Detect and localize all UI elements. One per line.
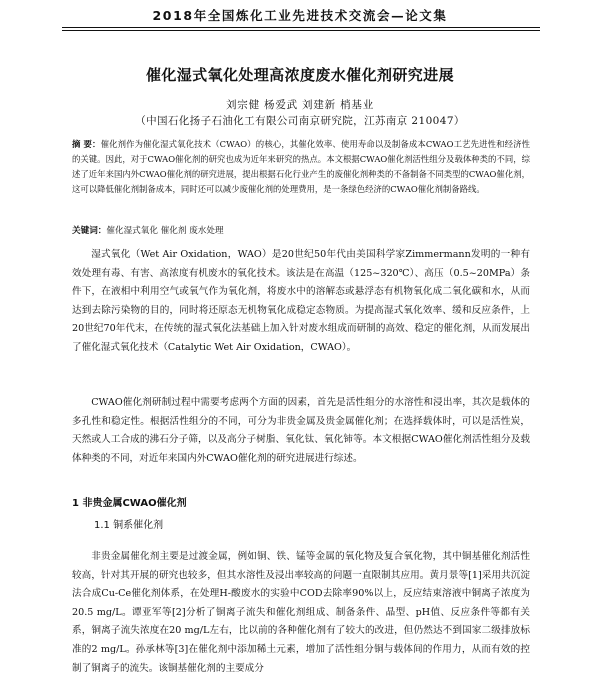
abstract (72, 137, 530, 197)
abstract-text: 催化剂作为催化湿式氧化技术（CWAO）的核心，其催化效率、使用寿命以及制备成本CWAO工艺先进性和经济性的关键。因此，对于CWAO催化剂的研究也成为近年来研究的热点。本文根据CWAO催化剂活性组分及载体种类的不同，综述了近年来国内外CWAO催化剂的研究进展，提出根据石化行业产生的废催化剂种类的不备制备不同类型的CWAO催化剂，这可以降低催化剂制备成本，同时还可以减少废催化剂的处理费用，是一条绿色经济的CWAO催化剂制备路线。 (72, 139, 530, 194)
keywords (72, 224, 530, 236)
running-header: 2018年全国炼化工业先进技术交流会—论文集 (152, 8, 448, 23)
keywords-label: 关键词： (72, 226, 107, 236)
section-heading-1: 1 非贵金属CWAO催化剂 (72, 498, 187, 509)
subsection-heading-1-1: 1.1 铜系催化剂 (94, 520, 164, 531)
paper-affiliation: （中国石化扬子石油化工有限公司南京研究院，江苏南京 210047） (135, 115, 465, 127)
abstract-label: 摘 要： (72, 139, 101, 149)
header-rule-thick (62, 27, 540, 28)
body-paragraph-1: 湿式氧化（Wet Air Oxidation，WAO）是20世纪50年代由美国科学家Zimmermann发明的一种有效处理有毒、有害、高浓度有机废水的氧化技术。该法是在高温（125~320℃）、高压（0.5~20MPa）条件下，在液相中利用空气或氧气作为氧化剂，将废水中的溶解态或悬浮态有机物氧化成二氧化碳和水，从而达到去除污染物的目的，同时将还原态无机物氧化成稳定态物质。为提高湿式氧化效率、缓和反应条件，上20世纪70年代末，在传统的湿式氧化法基础上加入针对废水组成而研制的高效、稳定的催化剂，从而发展出了催化湿式氧化技术（Catalytic Wet Air Oxidation，CWAO）。 (72, 249, 530, 353)
paper-title: 催化湿式氧化处理高浓度废水催化剂研究进展 (145, 66, 454, 84)
header-rule-thin (62, 30, 540, 31)
body-paragraph-3: 非贵金属催化剂主要是过渡金属，例如铜、铁、锰等金属的氧化物及复合氧化物，其中铜基催化剂活性较高，针对其开展的研究也较多，但其水溶性及浸出率较高的问题一直限制其应用。黄月景等[1]采用共沉淀法合成Cu-Ce催化剂体系，在处理H-酸废水的实验中COD去除率90%以上，反应结束溶液中铜离子浓度为20.5 mg/L。谭亚军等[2]分析了铜离子流失和催化剂组成、制备条件、晶型、pH值、反应条件等都有关系，铜离子流失浓度在20 mg/L左右，比以前的各种催化剂有了较大的改进，但仍然达不到国家二级排放标准的2 mg/L。孙承林等[3]在催化剂中添加稀土元素，增加了活性组分铜与载体间的作用力，从而有效的控制了铜离子的流失。该铜基催化剂的主要成分 (72, 551, 530, 674)
body-paragraph-2: CWAO催化剂研制过程中需要考虑两个方面的因素，首先是活性组分的水溶性和浸出率，其次是载体的多孔性和稳定性。根据活性组分的不同，可分为非贵金属及贵金属催化剂；在选择载体时，可以是活性炭，天然或人工合成的沸石分子筛，以及高分子树脂、氧化钛、氧化铈等。本文根据CWAO催化剂活性组分及载体种类的不同，对近年来国内外CWAO催化剂的研究进展进行综述。 (72, 397, 530, 464)
paper-authors: 刘宗健 杨爱武 刘建新 梢基业 (225, 99, 374, 111)
keywords-text: 催化湿式氧化 催化剂 废水处理 (106, 226, 224, 236)
